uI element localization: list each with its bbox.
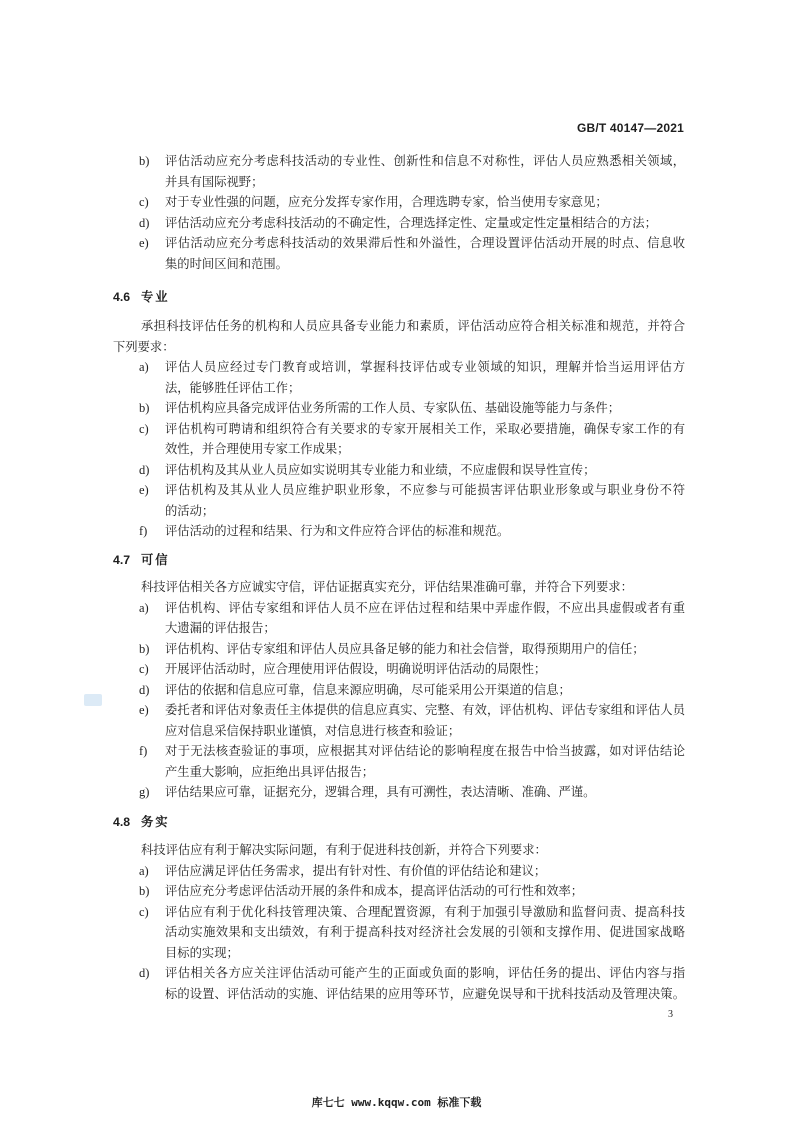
section-heading <box>113 812 170 833</box>
list-item <box>113 963 685 1004</box>
list-marker: e) <box>139 483 149 497</box>
item-text-line: 目标的实现； <box>165 945 239 960</box>
section-number: 4.6 <box>113 290 131 304</box>
list-marker: b) <box>139 641 150 656</box>
section-title: 专业 <box>141 290 170 304</box>
list-item <box>113 480 685 521</box>
item-text-line: 开展评估活动时，应合理使用评估假设，明确说明评估活动的局限性； <box>165 662 547 676</box>
item-text-line: 评估活动应充分考虑科技活动的专业性、创新性和信息不对称性，评估人员应熟悉相关领域， <box>165 154 685 168</box>
item-text-line: 活动实施效果和支出绩效，有利于提高科技对经济社会发展的引领和支撑作用、促进国家战略 <box>165 925 685 939</box>
list-marker: b) <box>139 154 150 168</box>
list-marker: c) <box>139 662 149 676</box>
item-text-line: 委托者和评估对象责任主体提供的信息应真实、完整、有效，评估机构、评估专家组和评估人员 <box>165 703 685 717</box>
section-body <box>113 577 685 803</box>
list-marker: f) <box>139 524 148 538</box>
section-number: 4.8 <box>113 815 131 829</box>
item-text-line: 并具有国际视野； <box>165 174 264 189</box>
list-marker: e) <box>139 236 149 250</box>
item-text-line: 评估机构、评估专家组和评估人员不应在评估过程和结果中弄虚作假，不应出具虚假或者有重 <box>165 600 685 615</box>
list-item <box>113 419 685 460</box>
item-text-line: 评估机构、评估专家组和评估人员应具备足够的能力和社会信誉，取得预期用户的信任； <box>165 641 645 656</box>
page-number: 3 <box>668 1009 673 1020</box>
list-item <box>113 741 685 782</box>
item-text-line: 大遗漏的评估报告； <box>165 621 276 635</box>
item-text-line: 评估活动的过程和结果、行为和文件应符合评估的标准和规范。 <box>165 524 510 538</box>
continued-list <box>113 151 685 274</box>
item-text-line: 集的时间区间和范围。 <box>165 256 288 271</box>
section-title: 可信 <box>141 553 170 567</box>
list-item <box>113 357 685 398</box>
list-marker: d) <box>139 966 150 980</box>
list-marker: d) <box>139 215 150 230</box>
list-marker: c) <box>139 904 149 919</box>
list-item <box>113 639 685 660</box>
item-text-line: 评估活动应充分考虑科技活动的效果滞后性和外溢性，合理设置评估活动开展的时点、信息收 <box>165 236 685 250</box>
list-marker: b) <box>139 401 150 415</box>
item-text-line: 评估机构及其从业人员应如实说明其专业能力和业绩，不应虚假和误导性宣传； <box>165 462 596 477</box>
list-item <box>113 782 685 803</box>
list-item <box>113 398 685 419</box>
list-marker: a) <box>139 360 149 374</box>
footer-site-text: 库七七 www.kqqw.com 标准下载 <box>311 1096 482 1109</box>
item-text-line: 评估人员应经过专门教育或培训，掌握科技评估或专业领域的知识，理解并恰当运用评估方 <box>165 360 685 374</box>
item-text-line: 产生重大影响，应拒绝出具评估报告； <box>165 764 375 779</box>
section-heading <box>113 287 170 308</box>
item-text-line: 的活动； <box>165 503 215 518</box>
item-text-line: 评估机构应具备完成评估业务所需的工作人员、专家队伍、基础设施等能力与条件； <box>165 401 620 415</box>
section-heading <box>113 550 170 571</box>
list-marker: c) <box>139 421 149 436</box>
section-number: 4.7 <box>113 553 131 567</box>
intro-line: 科技评估相关各方应诚实守信，评估证据真实充分，评估结果准确可靠，并符合下列要求： <box>141 580 633 594</box>
item-text-line: 对于无法核查验证的事项，应根据其对评估结论的影响程度在报告中恰当披露，如对评估结论 <box>165 744 685 758</box>
list-item <box>113 659 685 680</box>
item-text-line: 评估机构及其从业人员应维护职业形象，不应参与可能损害评估职业形象或与职业身份不符 <box>165 483 685 497</box>
list-item <box>113 151 685 192</box>
item-text-line: 评估活动应充分考虑科技活动的不确定性，合理选择定性、定量或定性定量相结合的方法； <box>165 215 657 230</box>
list-item <box>113 902 685 964</box>
standard-code-header: GB/T 40147—2021 <box>576 121 684 135</box>
intro-line: 承担科技评估任务的机构和人员应具备专业能力和素质，评估活动应符合相关标准和规范，并符合 <box>141 319 685 333</box>
item-text-line: 评估应充分考虑评估活动开展的条件和成本，提高评估活动的可行性和效率； <box>165 884 584 898</box>
item-text-line: 评估应有利于优化科技管理决策、合理配置资源，有利于加强引导激励和监督问责、提高科技 <box>165 904 685 919</box>
item-text-line: 标的设置、评估活动的实施、评估结果的应用等环节，应避免误导和干扰科技活动及管理决策。 <box>165 986 685 1001</box>
list-marker: d) <box>139 682 150 697</box>
item-text-line: 法，能够胜任评估工作； <box>165 380 301 395</box>
section-title: 务实 <box>141 815 170 829</box>
list-marker: b) <box>139 884 150 898</box>
list-item <box>113 192 685 213</box>
item-text-line: 对于专业性强的问题，应充分发挥专家作用，合理选聘专家，恰当使用专家意见； <box>165 195 608 209</box>
item-text-line: 评估结果应可靠，证据充分，逻辑合理，具有可溯性，表达清晰、准确、严谨。 <box>165 785 596 799</box>
list-item <box>113 881 685 902</box>
list-marker: d) <box>139 462 150 477</box>
item-text-line: 评估应满足评估任务需求，提出有针对性、有价值的评估结论和建议； <box>165 863 547 878</box>
list-item <box>113 213 685 234</box>
item-text-line: 评估相关各方应关注评估活动可能产生的正面或负面的影响，评估任务的提出、评估内容与指 <box>165 966 685 980</box>
item-text-line: 效性，并合理使用专家工作成果； <box>165 442 350 456</box>
list-item <box>113 460 685 481</box>
list-item <box>113 598 685 639</box>
list-marker: a) <box>139 600 149 615</box>
list-marker: e) <box>139 703 149 717</box>
section-body <box>113 316 685 542</box>
list-marker: c) <box>139 195 149 209</box>
item-text-line: 应对信息采信保持职业谨慎，对信息进行核查和验证； <box>165 723 461 738</box>
item-text-line: 评估机构可聘请和组织符合有关要求的专家开展相关工作，采取必要措施，确保专家工作的有 <box>165 421 685 436</box>
intro-line: 科技评估应有利于解决实际问题，有利于促进科技创新，并符合下列要求： <box>141 843 547 857</box>
list-item <box>113 861 685 882</box>
list-marker: g) <box>139 785 150 799</box>
list-item <box>113 521 685 542</box>
list-item <box>113 233 685 274</box>
item-text-line: 评估的依据和信息应可靠，信息来源应明确，尽可能采用公开渠道的信息； <box>165 682 571 697</box>
list-marker: a) <box>139 863 149 878</box>
list-item <box>113 680 685 701</box>
intro-line: 下列要求： <box>113 339 175 354</box>
section-body <box>113 840 685 1004</box>
watermark-logo <box>84 694 102 706</box>
list-marker: f) <box>139 744 148 758</box>
list-item <box>113 700 685 741</box>
